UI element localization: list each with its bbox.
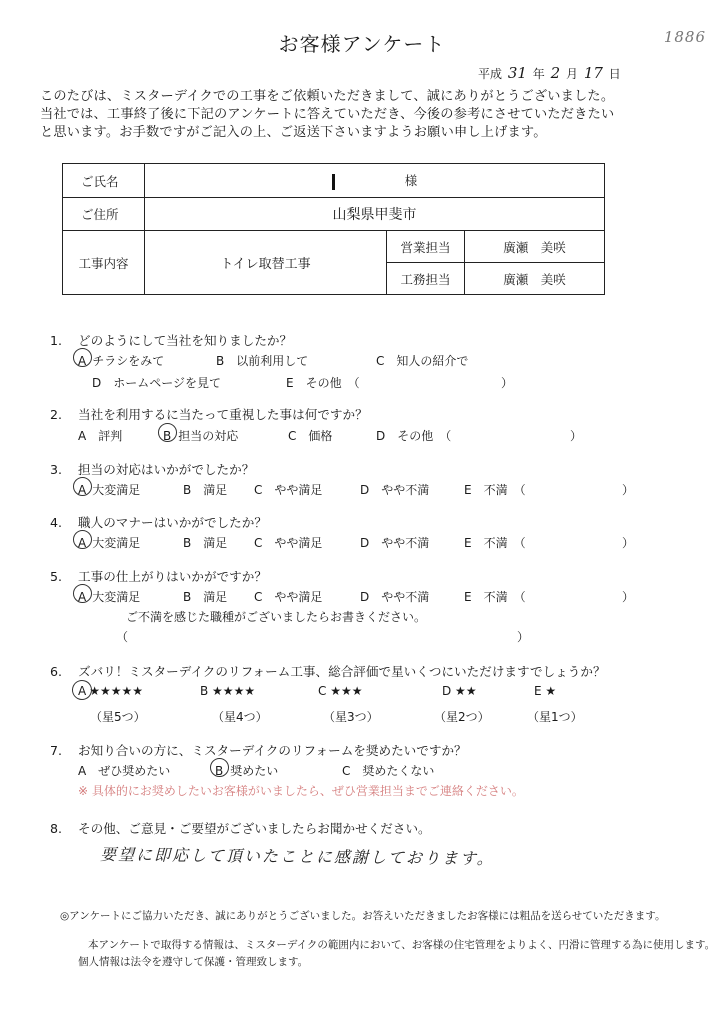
q3-option-e[interactable]: E 不満 （	[464, 483, 526, 497]
q6-c-sub: （星3つ）	[323, 710, 379, 724]
question-6: 6. ズバリ！ミスターデイクのリフォーム工事、総合評価で星いくつにいただけますでしょうか？	[50, 664, 606, 679]
intro-line: このたびは、ミスターデイクでの工事をご依頼いただきまして、誠にありがとうございました。	[40, 89, 615, 104]
q2-option-d[interactable]: D その他 （	[376, 429, 452, 443]
question-4: 4. 職人のマナーはいかがでしたか？	[50, 515, 267, 530]
q2-option-c[interactable]: C 価格	[288, 429, 333, 443]
q2-option-b[interactable]: B 担当の対応	[163, 429, 239, 443]
q6-option-a[interactable]: A ★★★★★	[78, 684, 144, 698]
q7-selected-circle	[210, 758, 229, 777]
q3-option-d[interactable]: D やや不満	[360, 483, 430, 497]
name-field[interactable]	[145, 164, 605, 198]
question-8: 8. その他、ご意見・ご要望がございましたらお聞かせください。	[50, 821, 431, 836]
q1-option-d[interactable]: D ホームページを見て	[92, 376, 222, 390]
q2-option-d-close: ）	[570, 429, 583, 443]
q4-option-e-close: ）	[622, 536, 635, 550]
q6-option-b[interactable]: B ★★★★	[200, 684, 256, 698]
q7-option-b[interactable]: B 奨めたい	[215, 764, 279, 778]
handwritten-number: 1886	[663, 28, 706, 46]
q6-e-sub: （星1つ）	[527, 710, 583, 724]
q3-selected-circle	[73, 477, 92, 496]
question-7: 7. お知り合いの方に、ミスターデイクのリフォームを奨めたいですか？	[50, 743, 467, 758]
q6-d-sub: （星2つ）	[434, 710, 490, 724]
question-5: 5. 工事の仕上がりはいかがですか？	[50, 569, 267, 584]
intro-text	[40, 88, 690, 142]
q3-option-a[interactable]: A 大変満足	[78, 483, 141, 497]
q7-option-a[interactable]: A ぜひ奨めたい	[78, 764, 171, 778]
address-label: ご住所	[63, 198, 145, 231]
q6-option-d[interactable]: D ★★	[442, 684, 477, 698]
date-line	[478, 64, 621, 82]
intro-line: と思います。お手数ですがご記入の上、ご返送下さいますようお願い申し上げます。	[40, 125, 547, 140]
q5-option-c[interactable]: C やや満足	[254, 590, 323, 604]
q6-option-c[interactable]: C ★★★	[318, 684, 363, 698]
q4-option-c[interactable]: C やや満足	[254, 536, 323, 550]
q2-option-a[interactable]: A 評判	[78, 429, 123, 443]
question-1: 1. どのようにして当社を知りましたか？	[50, 333, 293, 348]
work-label: 工事内容	[63, 231, 145, 295]
q1-option-e-close: ）	[501, 376, 514, 390]
q7-option-c[interactable]: C 奨めたくない	[342, 764, 435, 778]
date-day: 17	[583, 64, 603, 82]
footer-privacy-2: 個人情報は法令を遵守して保護・管理致します。	[78, 956, 309, 968]
date-month: 2	[550, 64, 561, 82]
q5-sub-open: （	[116, 630, 129, 644]
q1-selected-circle	[73, 348, 92, 367]
footer-privacy-1: 本アンケートで取得する情報は、ミスターデイクの範囲内において、お客様の住宅管理をよりよく、円滑に管理する為に使用します。	[88, 939, 716, 951]
sales-label: 営業担当	[387, 231, 465, 263]
q3-option-c[interactable]: C やや満足	[254, 483, 323, 497]
q4-option-a[interactable]: A 大変満足	[78, 536, 141, 550]
q3-option-b[interactable]: B 満足	[183, 483, 228, 497]
address-field[interactable]: 山梨県甲斐市	[145, 198, 605, 231]
intro-line: 当社では、工事終了後に下記のアンケートに答えていただき、今後の参考にさせていただきたい	[40, 107, 615, 122]
work-field[interactable]: トイレ取替工事	[145, 231, 387, 295]
q6-selected-circle	[69, 677, 95, 703]
q5-option-d[interactable]: D やや不満	[360, 590, 430, 604]
q6-option-e[interactable]: E ★	[534, 684, 557, 698]
construction-field[interactable]: 廣瀬 美咲	[465, 263, 605, 295]
q4-option-b[interactable]: B 満足	[183, 536, 228, 550]
question-3: 3. 担当の対応はいかがでしたか？	[50, 462, 255, 477]
date-day-unit: 日	[608, 67, 621, 81]
q5-option-b[interactable]: B 満足	[183, 590, 228, 604]
q6-a-sub: （星5つ）	[90, 710, 146, 724]
footer-thanks: ◎アンケートにご協力いただき、誠にありがとうございました。お答えいただきましたお客様には粗品を送らせていただきます。	[60, 910, 666, 922]
q5-subquestion: ご不満を感じた職種がございましたらお書きください。	[126, 610, 427, 624]
q5-sub-close: ）	[517, 630, 530, 644]
q4-option-d[interactable]: D やや不満	[360, 536, 430, 550]
q5-option-a[interactable]: A 大変満足	[78, 590, 141, 604]
q3-option-e-close: ）	[622, 483, 635, 497]
redaction-mark	[332, 174, 335, 190]
date-era: 平成	[478, 67, 503, 81]
q6-b-sub: （星4つ）	[212, 710, 268, 724]
q4-option-e[interactable]: E 不満 （	[464, 536, 526, 550]
q8-handwritten-answer[interactable]: 要望に即応して頂いたことに感謝しております。	[99, 844, 495, 869]
q1-option-a[interactable]: A チラシをみて	[78, 354, 165, 368]
q5-option-e-close: ）	[622, 590, 635, 604]
date-year-unit: 年	[532, 67, 545, 81]
construction-label: 工務担当	[387, 263, 465, 295]
q1-option-c[interactable]: C 知人の紹介で	[376, 354, 469, 368]
date-month-unit: 月	[565, 67, 578, 81]
q2-selected-circle	[158, 423, 177, 442]
date-year: 31	[507, 64, 527, 82]
customer-info-table	[62, 163, 605, 295]
q5-selected-circle	[73, 584, 92, 603]
name-label: ご氏名	[63, 164, 145, 198]
question-2: 2. 当社を利用するに当たって重視した事は何ですか？	[50, 407, 368, 422]
q7-note: ※ 具体的にお奨めしたいお客様がいましたら、ぜひ営業担当までご連絡ください。	[78, 784, 524, 798]
sales-field[interactable]: 廣瀬 美咲	[465, 231, 605, 263]
q4-selected-circle	[73, 530, 92, 549]
page-title: お客様アンケート	[278, 32, 446, 56]
q1-option-b[interactable]: B 以前利用して	[216, 354, 309, 368]
name-suffix: 様	[404, 173, 418, 189]
q5-option-e[interactable]: E 不満 （	[464, 590, 526, 604]
q1-option-e[interactable]: E その他 （	[286, 376, 360, 390]
